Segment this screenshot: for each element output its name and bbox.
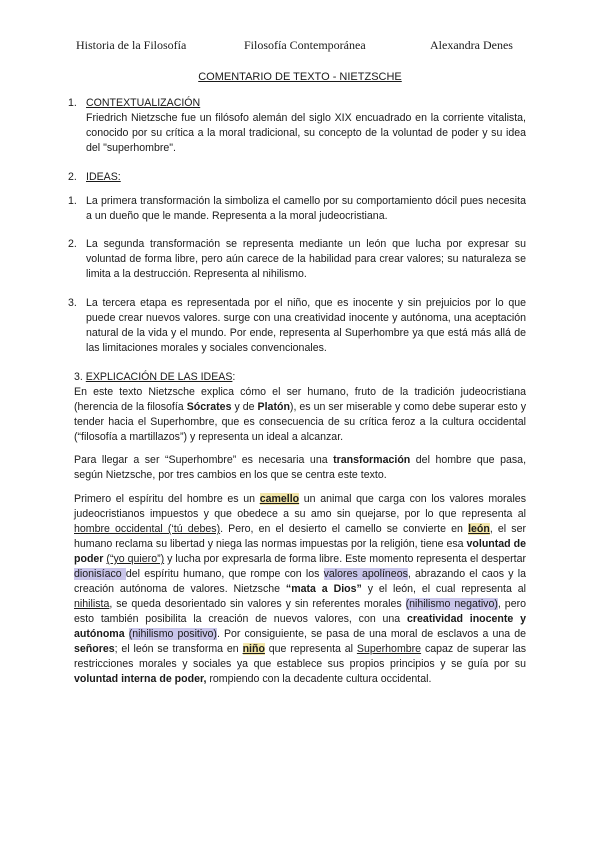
document-title: COMENTARIO DE TEXTO - NIETZSCHE	[198, 71, 402, 83]
idea-text: La primera transformación la simboliza el camello por su comportamiento dócil pues necesita a un dueño que le mande. Representa a la moral judeocristiana.	[86, 195, 526, 222]
idea-number: 2.	[68, 238, 77, 250]
section3-heading: 3. EXPLICACIÓN DE LAS IDEAS:	[74, 371, 236, 383]
section3-paragraph-3: Primero el espíritu del hombre es un camello un animal que carga con los valores morales judeocristianos impuestos y que obedece a su amo sin quejarse, por lo que representa al hombre occidental (‘tú debes). Pero, en el desierto el camello se convierte en león, el ser humano reclama su libertad y niega las normas impuestas por la religión, tiene esa voluntad de poder (“yo quiero”) y lucha por expresarla de forma libre. Este momento representa el despertar dionisíaco del espíritu humano, que rompe con los valores apolíneos, abrazando el caos y la creación autónoma de valores. Nietzsche “mata a Dios” y el león, el cual representa al nihilista, se queda desorientado sin valores y sin referentes morales (nihilismo negativo), pero esto también posibilita la creación de nuevos valores, con una creatividad inocente y autónoma (nihilismo positivo). Por consiguiente, se pasa de una moral de esclavos a una de señores; el león se transforma en niño que representa al Superhombre capaz de superar las restricciones morales y sociales ya que establece sus propios principios y se guía por su voluntad interna de poder, rompiendo con la decadente cultura occidental.	[74, 493, 527, 685]
idea-text: La segunda transformación se representa mediante un león que lucha por expresar su voluntad de forma libre, pero aún carece de la habilidad para crear valores; su naturaleza se limita a la destrucción. Representa al nihilismo.	[86, 238, 526, 280]
section3-paragraph-1: En este texto Nietzsche explica cómo el ser humano, fruto de la tradición judeocristiana (herencia de la filosofía Sócrates y de Platón), es un ser miserable y como debe superar esto y tender hacia el Superhombre, que es consecuencia de su crítica feroz a la cultura occidental (“filosofía a martillazos”) y representa un ideal a alcanzar.	[74, 386, 526, 443]
idea-number: 1.	[68, 195, 77, 207]
section2-number: 2.	[68, 171, 77, 183]
idea-number: 3.	[68, 297, 77, 309]
header-subject: Historia de la Filosofía	[76, 38, 187, 52]
section3-paragraph-2: Para llegar a ser “Superhombre” es necesaria una transformación del hombre que pasa, según Nietzsche, por tres cambios en los que se centra este texto.	[74, 454, 527, 481]
section1-number: 1.	[68, 97, 77, 109]
section2-heading: IDEAS:	[86, 171, 121, 183]
section1-text: Friedrich Nietzsche fue un filósofo alemán del siglo XIX encuadrado en la corriente vitalista, conocido por su crítica a la moral tradicional, su concepto de la voluntad de poder y su idea del "superhombre".	[86, 112, 526, 154]
idea-text: La tercera etapa es representada por el niño, que es inocente y sin prejuicios por lo que puede crear nuevos valores. surge con una creatividad inocente y autónoma, una aceptación natural de la vida y el mundo. Por ende, representa al Superhombre ya que está más allá de las limitaciones morales y sociales convencionales.	[86, 297, 526, 354]
header-author: Alexandra Denes	[430, 38, 513, 52]
section1-heading: CONTEXTUALIZACIÓN	[86, 97, 201, 109]
header-course: Filosofía Contemporánea	[244, 38, 366, 52]
